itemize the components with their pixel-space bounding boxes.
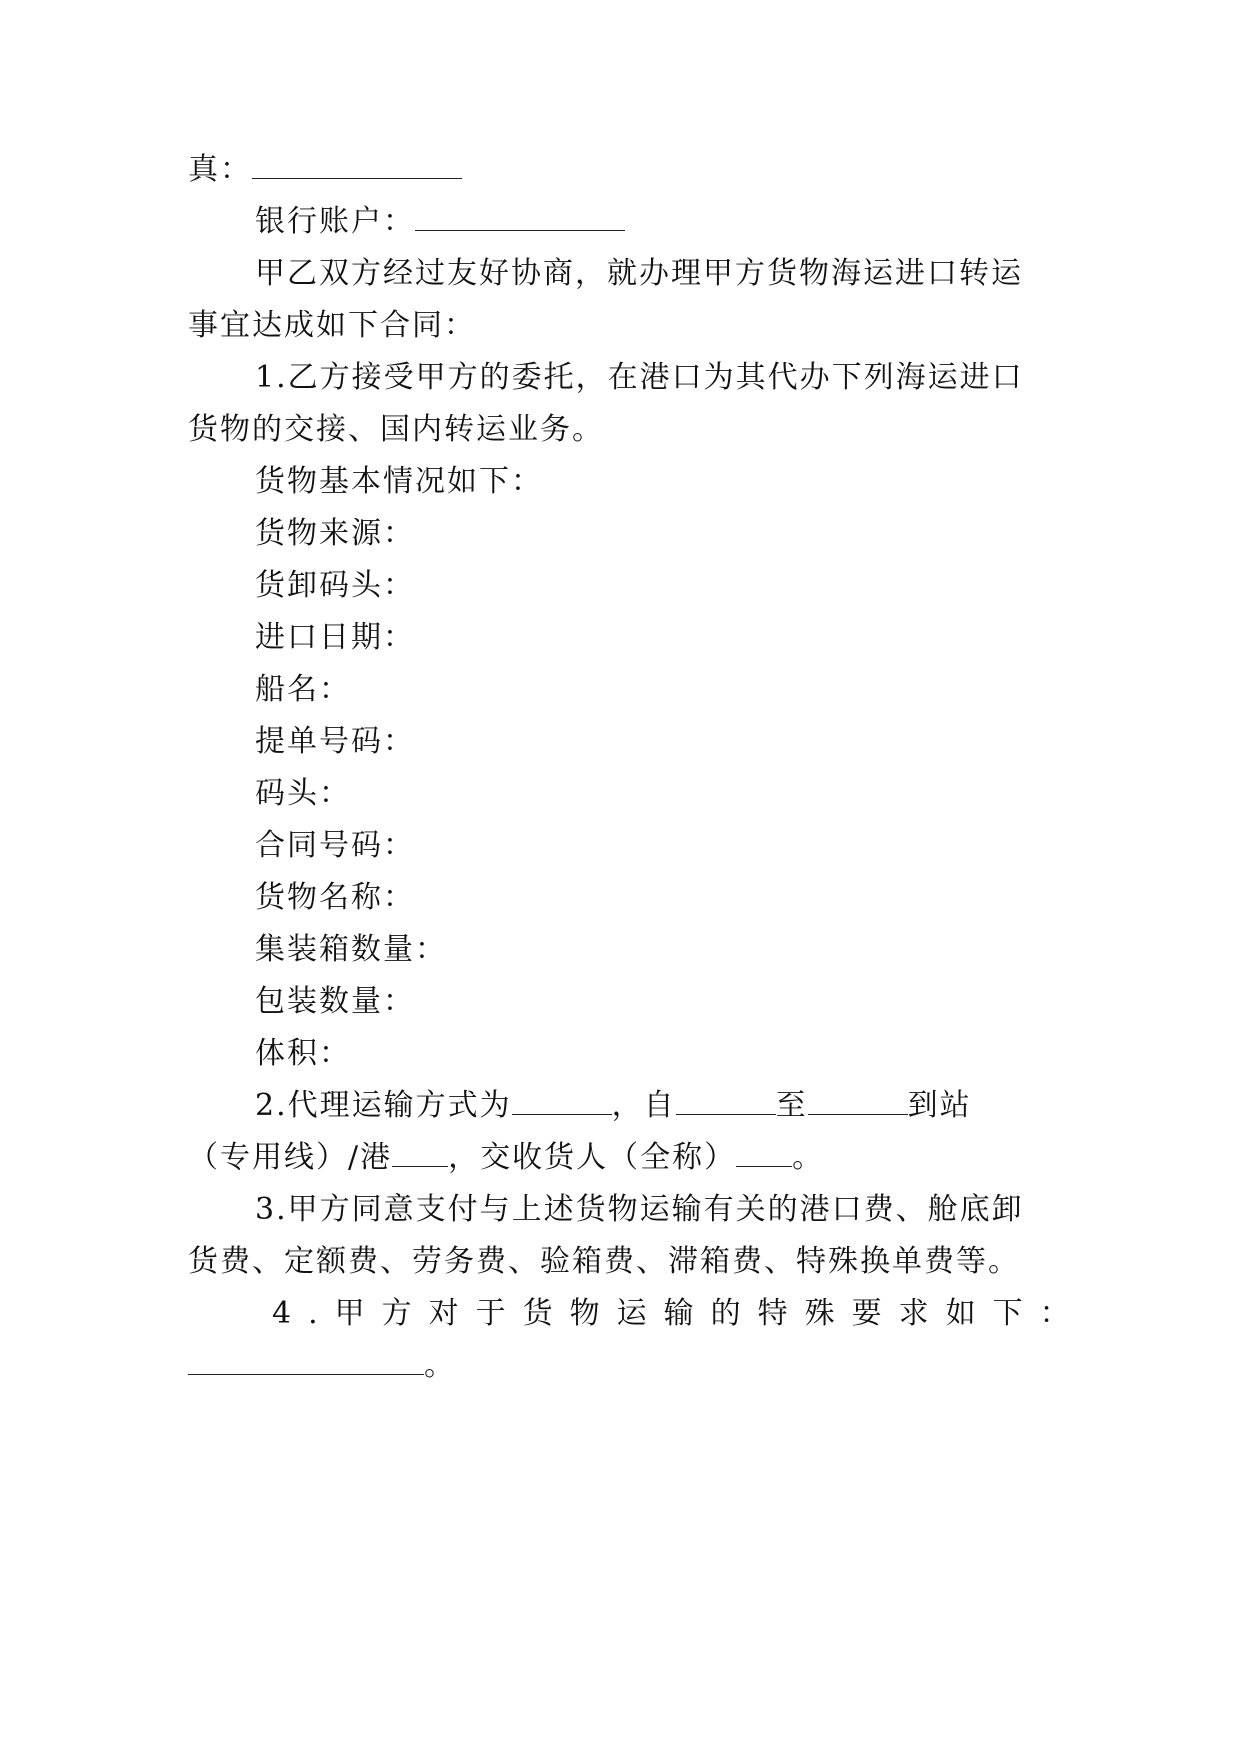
origin-blank[interactable] <box>676 1088 776 1115</box>
clause2-text-a: 2.代理运输方式为 <box>255 1088 512 1123</box>
field-goods-name: 货物名称： <box>255 880 415 915</box>
intro-line-1: 甲乙双方经过友好协商，就办理甲方货物海运进口转运 <box>255 256 1023 291</box>
fax-label: 真： <box>188 152 252 187</box>
consignee-blank[interactable] <box>736 1140 792 1167</box>
clause2-text-b: ，自 <box>611 1088 676 1123</box>
field-vessel-name: 船名： <box>255 672 351 707</box>
clause4-line-1: 4.甲方对于货物运输的特殊要求如下： <box>272 1296 1087 1331</box>
field-volume: 体积： <box>255 1036 351 1071</box>
clause2-text-d: 到站 <box>907 1088 972 1123</box>
bank-account-label: 银行账户： <box>255 204 415 239</box>
field-container-count: 集装箱数量： <box>255 932 447 967</box>
destination-blank[interactable] <box>808 1088 908 1115</box>
fax-line <box>188 150 1058 190</box>
clause4-end: 。 <box>424 1348 456 1383</box>
special-requirements-blank[interactable] <box>188 1348 424 1375</box>
field-import-date: 进口日期： <box>255 620 415 655</box>
clause3-line-1: 3.甲方同意支付与上述货物运输有关的港口费、舱底卸 <box>255 1192 1024 1227</box>
clause2-line-1 <box>255 1086 1125 1126</box>
field-package-count: 包装数量： <box>255 984 415 1019</box>
field-bill-of-lading: 提单号码： <box>255 724 415 759</box>
clause3-line-2: 货费、定额费、劳务费、验箱费、滞箱费、特殊换单费等。 <box>188 1244 1020 1279</box>
clause4-line-2 <box>188 1346 1058 1386</box>
clause2-text-g: 。 <box>792 1140 825 1175</box>
field-wharf: 码头： <box>255 776 351 811</box>
field-contract-number: 合同号码： <box>255 828 415 863</box>
clause1-line-1: 1.乙方接受甲方的委托，在港口为其代办下列海运进口 <box>255 360 1024 395</box>
goods-heading: 货物基本情况如下： <box>255 464 543 499</box>
transport-mode-blank[interactable] <box>512 1088 612 1115</box>
field-unloading-wharf: 货卸码头： <box>255 568 415 603</box>
bank-account-blank[interactable] <box>415 204 625 231</box>
clause2-text-e: （专用线）/港 <box>188 1140 393 1175</box>
fax-blank[interactable] <box>252 152 462 179</box>
field-goods-source: 货物来源： <box>255 516 415 551</box>
port-blank[interactable] <box>392 1140 448 1167</box>
clause2-text-f: ，交收货人（全称） <box>448 1140 737 1175</box>
bank-account-line <box>255 202 1125 242</box>
intro-line-2: 事宜达成如下合同： <box>188 308 476 343</box>
clause1-line-2: 货物的交接、国内转运业务。 <box>188 412 604 447</box>
clause2-text-c: 至 <box>775 1088 808 1123</box>
clause2-line-2 <box>188 1138 1058 1178</box>
